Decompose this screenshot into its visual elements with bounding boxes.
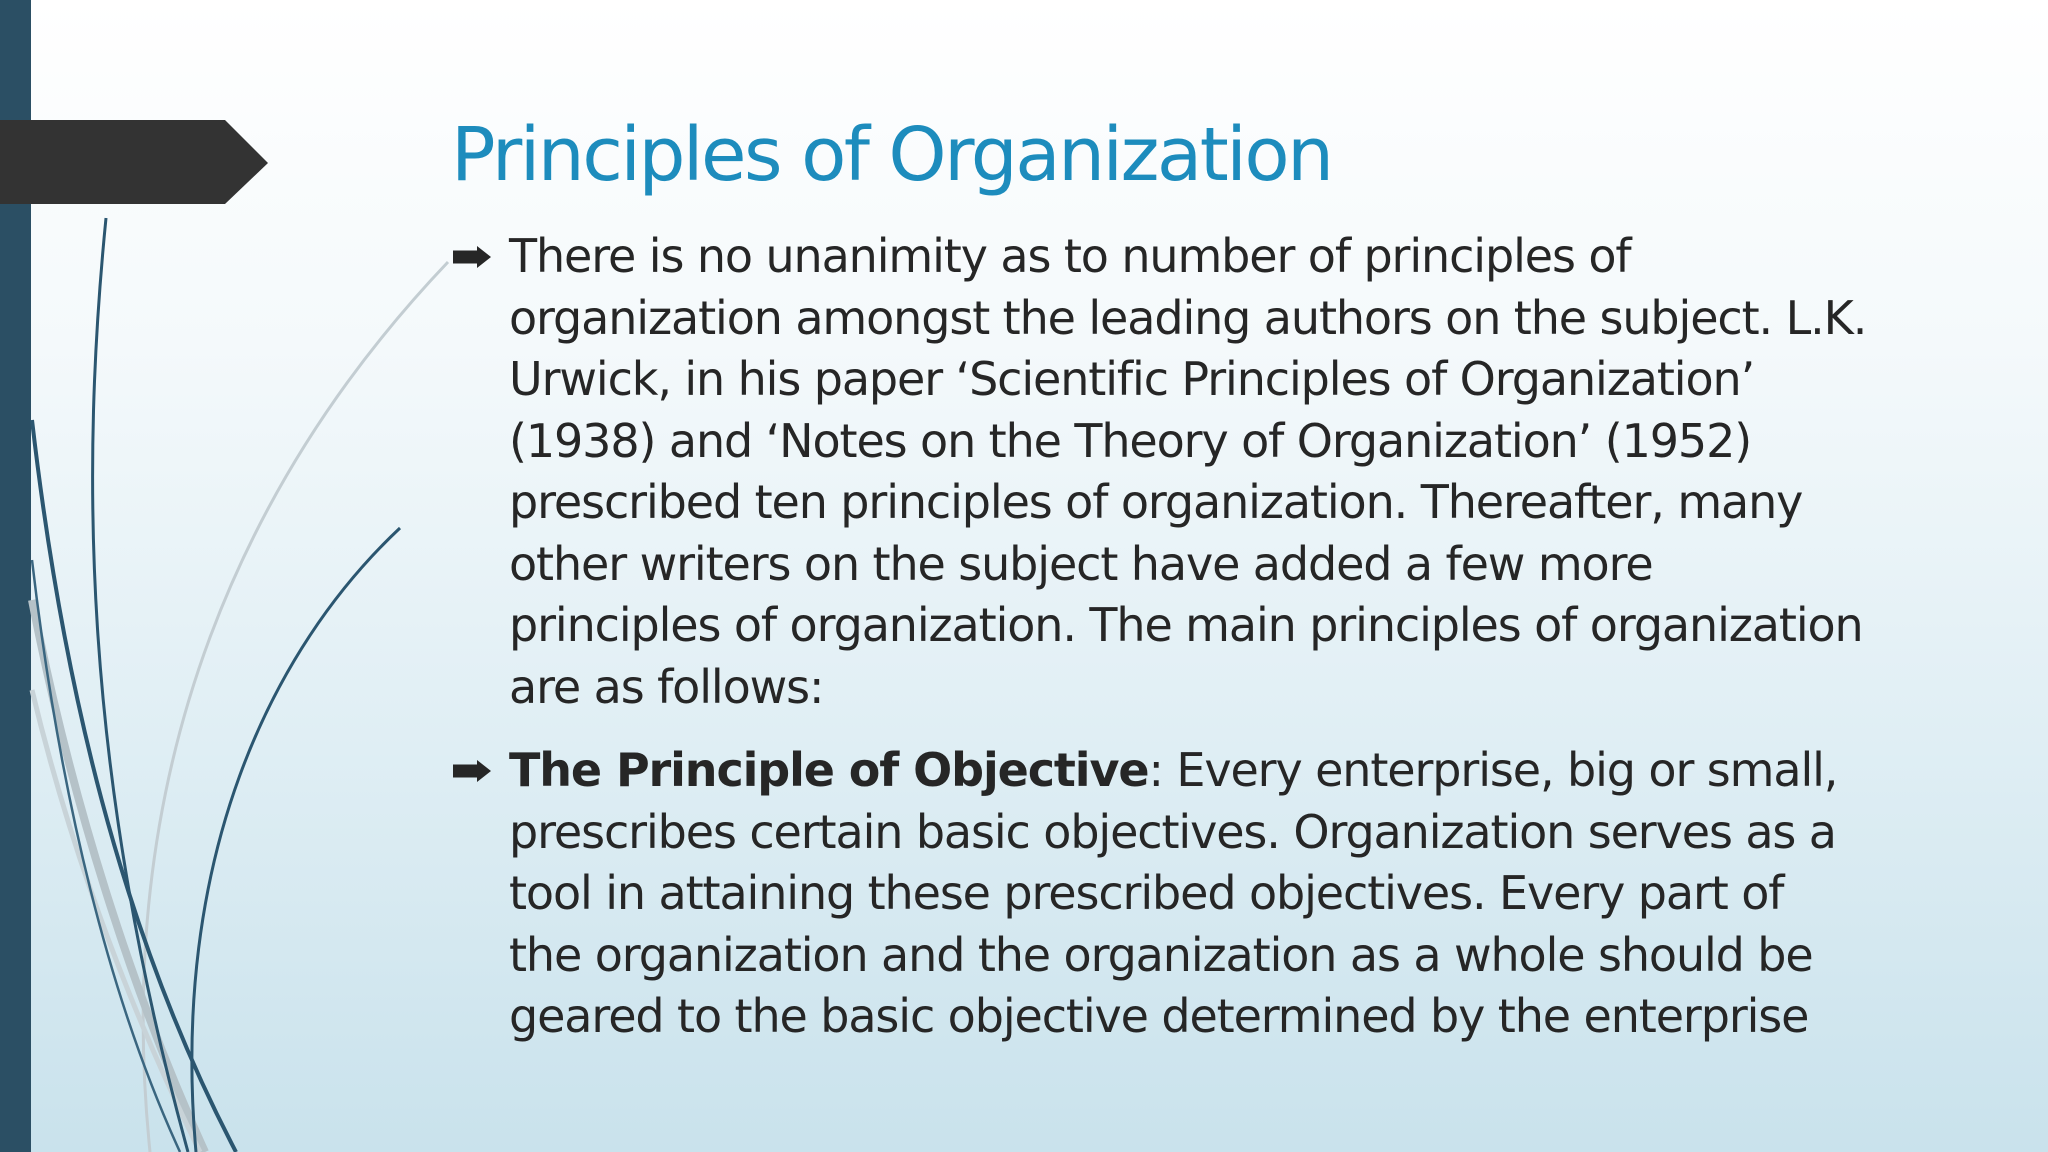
arrow-right-icon: [453, 760, 491, 782]
dark-curve-3: [192, 528, 400, 1152]
light-curve-2: [32, 600, 205, 1152]
principle-term: The Principle of Objective: [509, 743, 1149, 797]
bullet-list: [451, 226, 2011, 1048]
light-curve-1: [143, 262, 448, 1152]
bullet-item: [451, 740, 2011, 1048]
bullet-text: : Every enterprise, big or small, prescribes certain basic objectives. Organization serves as a tool in attaining these prescribed objectives. Every part of the organization and the organization as a whole should be geared to the basic objective determined by the enterprise: [509, 743, 1838, 1043]
bullet-item: [451, 226, 2011, 718]
title-tab-arrow: [0, 120, 268, 204]
dark-curve-2: [32, 420, 236, 1152]
arrow-right-icon: [453, 246, 491, 268]
bullet-text: There is no unanimity as to number of principles of organization amongst the leading authors on the subject. L.K. Urwick, in his paper ‘Scientific Principles of Organization’ (1938) and ‘Notes on the Theory of Organization’ (1952) prescribed ten principles of organization. Thereafter, many other writers on the subject have added a few more principles of organization. The main principles of organization are as follows:: [509, 229, 1867, 714]
slide-title: Principles of Organization: [451, 112, 1332, 198]
